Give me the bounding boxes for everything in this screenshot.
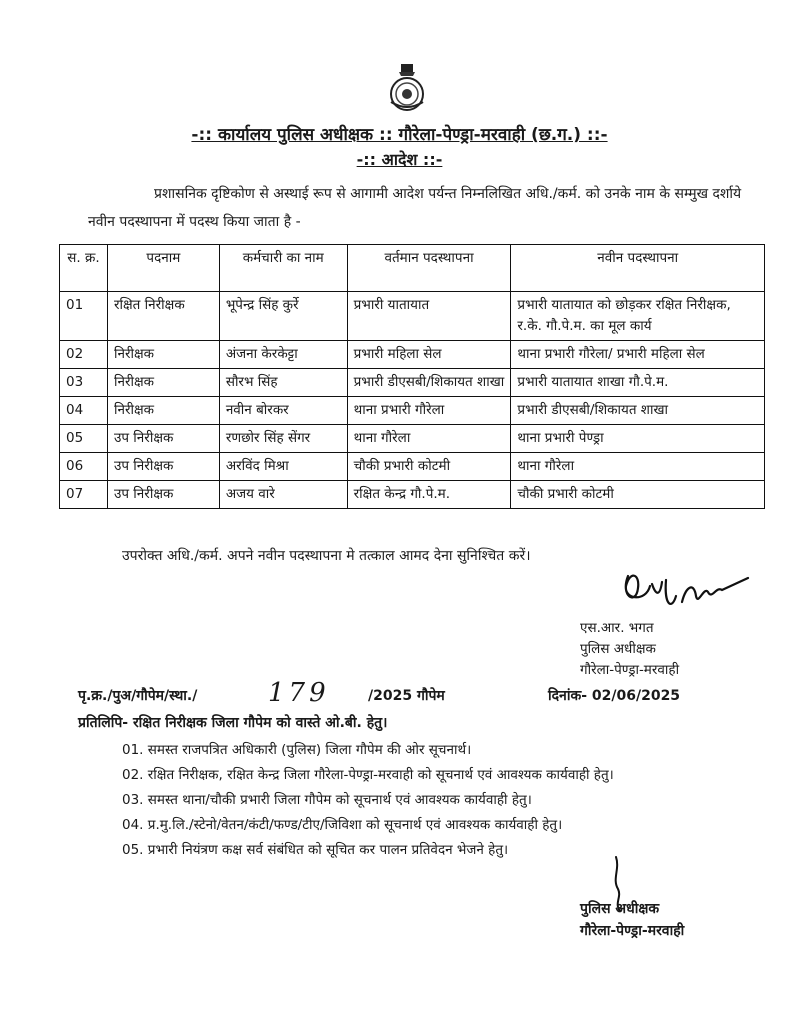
copy-list — [122, 738, 614, 863]
cell-designation: निरीक्षक — [107, 369, 219, 397]
list-item: 01. समस्त राजपत्रित अधिकारी (पुलिस) जिला गौपेम की ओर सूचनार्थ। — [122, 742, 472, 758]
col-header-employee: कर्मचारी का नाम — [219, 245, 347, 292]
cell-serial: 03 — [60, 369, 108, 397]
copy-heading: प्रतिलिपि- रक्षित निरीक्षक जिला गौपेम को वास्ते ओ.बी. हेतु। — [78, 715, 388, 731]
officer-district: गौरेला-पेण्ड्रा-मरवाही — [580, 662, 680, 678]
cell-employee: अजय वारे — [219, 481, 347, 509]
cell-new-posting: थाना प्रभारी गौरेला/ प्रभारी महिला सेल — [511, 341, 765, 369]
order-heading: -:: आदेश ::- — [356, 150, 443, 169]
table-row — [60, 481, 765, 509]
table-row — [60, 292, 765, 341]
officer-name: एस.आर. भगत — [580, 620, 654, 636]
cell-current-posting: रक्षित केन्द्र गौ.पे.म. — [347, 481, 511, 509]
cell-employee: नवीन बोरकर — [219, 397, 347, 425]
col-header-new-posting: नवीन पदस्थापना — [511, 245, 765, 292]
reference-prefix: पृ.क्र./पुअ/गौपेम/स्था./ — [78, 688, 198, 704]
cell-new-posting: प्रभारी यातायात को छोड़कर रक्षित निरीक्षक, र.के. गौ.पे.म. का मूल कार्य — [511, 292, 765, 341]
footer-designation: पुलिस अधीक्षक — [580, 901, 660, 917]
cell-current-posting: प्रभारी यातायात — [347, 292, 511, 341]
cell-current-posting: थाना गौरेला — [347, 425, 511, 453]
cell-new-posting: प्रभारी यातायात शाखा गौ.पे.म. — [511, 369, 765, 397]
officer-signature — [616, 566, 756, 626]
cell-employee: अरविंद मिश्रा — [219, 453, 347, 481]
police-emblem-icon — [383, 62, 431, 112]
cell-designation: निरीक्षक — [107, 397, 219, 425]
cell-employee: रणछोर सिंह सेंगर — [219, 425, 347, 453]
cell-current-posting: थाना प्रभारी गौरेला — [347, 397, 511, 425]
list-item: 05. प्रभारी नियंत्रण कक्ष सर्व संबंधित को सूचित कर पालन प्रतिवेदन भेजने हेतु। — [122, 842, 509, 858]
office-title: -:: कार्यालय पुलिस अधीक्षक :: गौरेला-पेण्ड्रा-मरवाही (छ.ग.) ::- — [191, 125, 608, 145]
cell-new-posting: चौकी प्रभारी कोटमी — [511, 481, 765, 509]
cell-employee: अंजना केरकेट्टा — [219, 341, 347, 369]
footer-district: गौरेला-पेण्ड्रा-मरवाही — [580, 923, 685, 939]
table-header-row — [60, 245, 765, 292]
cell-designation: उप निरीक्षक — [107, 425, 219, 453]
cell-current-posting: प्रभारी डीएसबी/शिकायत शाखा — [347, 369, 511, 397]
officer-signature-block — [580, 618, 679, 681]
footer-signature-block — [580, 898, 684, 942]
order-intro: प्रशासनिक दृष्टिकोण से अस्थाई रूप से आगामी आदेश पर्यन्त निम्नलिखित अधि./कर्म. को उनके नाम के सम्मुख दर्शाये नवीन पदस्थापना में पदस्थ किया जाता है - — [88, 186, 742, 230]
cell-designation: निरीक्षक — [107, 341, 219, 369]
cell-current-posting: चौकी प्रभारी कोटमी — [347, 453, 511, 481]
cell-employee: सौरभ सिंह — [219, 369, 347, 397]
cell-serial: 02 — [60, 341, 108, 369]
cell-serial: 05 — [60, 425, 108, 453]
cell-serial: 06 — [60, 453, 108, 481]
col-header-serial: स. क्र. — [60, 245, 108, 292]
cell-designation: रक्षित निरीक्षक — [107, 292, 219, 341]
list-item: 03. समस्त थाना/चौकी प्रभारी जिला गौपेम को सूचनार्थ एवं आवश्यक कार्यवाही हेतु। — [122, 792, 532, 808]
cell-new-posting: थाना गौरेला — [511, 453, 765, 481]
transfer-table — [59, 244, 765, 509]
cell-new-posting: थाना प्रभारी पेण्ड्रा — [511, 425, 765, 453]
cell-current-posting: प्रभारी महिला सेल — [347, 341, 511, 369]
cell-employee: भूपेन्द्र सिंह कुर्रे — [219, 292, 347, 341]
table-row — [60, 453, 765, 481]
officer-designation: पुलिस अधीक्षक — [580, 641, 656, 657]
compliance-note: उपरोक्त अधि./कर्म. अपने नवीन पदस्थापना मे तत्काल आमद देना सुनिश्चित करें। — [122, 548, 531, 564]
table-row — [60, 425, 765, 453]
reference-number: 179 — [268, 678, 330, 708]
cell-designation: उप निरीक्षक — [107, 453, 219, 481]
table-row — [60, 369, 765, 397]
reference-date: दिनांक- 02/06/2025 — [548, 688, 681, 704]
cell-new-posting: प्रभारी डीएसबी/शिकायत शाखा — [511, 397, 765, 425]
cell-serial: 04 — [60, 397, 108, 425]
col-header-designation: पदनाम — [107, 245, 219, 292]
reference-year: /2025 गौपेम — [368, 688, 445, 704]
list-item: 02. रक्षित निरीक्षक, रक्षित केन्द्र जिला गौरेला-पेण्ड्रा-मरवाही को सूचनार्थ एवं आवश्यक कार्यवाही हेतु। — [122, 767, 614, 783]
cell-serial: 07 — [60, 481, 108, 509]
list-item: 04. प्र.मु.लि./स्टेनो/वेतन/कंटी/फण्ड/टीए/जिविशा को सूचनार्थ एवं आवश्यक कार्यवाही हेतु। — [122, 817, 563, 833]
cell-designation: उप निरीक्षक — [107, 481, 219, 509]
table-row — [60, 397, 765, 425]
col-header-current-posting: वर्तमान पदस्थापना — [347, 245, 511, 292]
cell-serial: 01 — [60, 292, 108, 341]
table-row — [60, 341, 765, 369]
